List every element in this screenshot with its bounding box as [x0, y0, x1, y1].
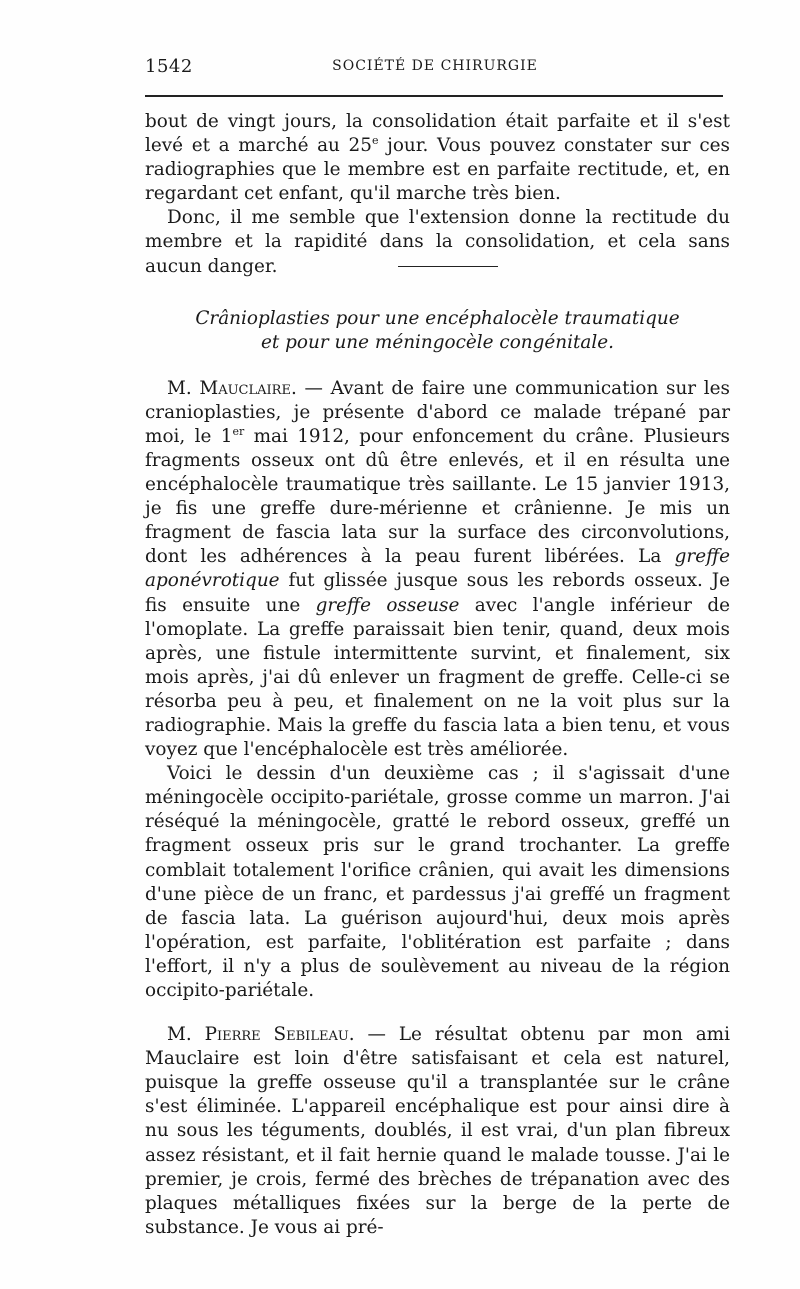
superscript: er	[232, 424, 245, 438]
text-run: fut glissée jusque sous les rebords osseux. Je fis ensuite une	[145, 570, 730, 616]
superscript: e	[371, 133, 379, 147]
paragraph-second-case: Voici le dessin d'un deuxième cas ; il s'agissait d'une méningocèle occipito-pariétale, grosse comme un marron. J'ai réséqué la méningocèle, gratté le rebord osseux, greffé un fragment osseux pris sur le grand trochanter. La greffe comblait totalement l'orifice crânien, qui avait les dimensions d'une pièce de un franc, et pardessus j'ai greffé un fragment de fascia lata. La guérison aujourd'hui, deux mois après l'opération, est parfaite, l'oblitération est parfaite ; dans l'effort, il n'y a plus de soulèvement au niveau de la région occipito-pariétale.	[145, 763, 730, 1001]
text-run: . — Le résultat obtenu par mon ami Mauclaire est loin d'être satisfaisant et cela est naturel, puisque la greffe osseuse qu'il a transplantée sur le crâne s'est éliminée. L'appareil encéphalique est pour ainsi dire à nu sous les téguments, doublés, il est vrai, d'un plan fibreux assez résistant, et il fait hernie quand le malade tousse. J'ai le premier, je crois, fermé des brèches de trépanation avec des plaques métalliques fixées sur la berge de la perte de substance. Je vous ai pré-	[145, 1024, 730, 1238]
text-run: . — Avant de faire une communication sur les cranioplasties, je présente d'abord ce malade trépané par moi, le 1	[145, 377, 730, 447]
text-run: bout de vingt jours, la consolidation était parfaite et il s'est levé et a marché au 25	[145, 111, 730, 157]
section-title-line-1: Crânioplasties pour une encéphalocèle traumatique	[195, 307, 680, 329]
italic-term: greffe osseuse	[315, 594, 460, 616]
body-text	[145, 110, 730, 1240]
spacer	[145, 1003, 730, 1023]
italic-term: greffe aponévrotique	[145, 546, 730, 592]
paragraph-conclusion	[145, 206, 730, 278]
speaker-name: Pierre Sebileau	[204, 1024, 349, 1046]
section-title-line-2: et pour une méningocèle congénitale.	[261, 331, 614, 353]
page-header	[145, 56, 725, 80]
text-run: avec l'angle inférieur de l'omoplate. La greffe paraissait bien tenir, quand, deux mois après, une fistule intermittente survint, et finalement, six mois après, j'ai dû enlever un fragment de greffe. Celle-ci se résorba peu à peu, et finalement on ne la voit plus sur la radiographie. Mais la greffe du fascia lata a bien tenu, et vous voyez que l'encéphalocèle est très améliorée.	[145, 594, 730, 761]
paragraph-continuation	[145, 110, 730, 206]
paragraph-mauclaire	[145, 377, 730, 763]
speaker-prefix: M.	[167, 1024, 205, 1046]
section-title	[145, 307, 730, 355]
text-run: jour. Vous pouvez constater sur ces radiographies que le membre est en parfaite rectitude, et, en regardant cet enfant, qu'il marche très bien.	[145, 135, 730, 205]
running-head: SOCIÉTÉ DE CHIRURGIE	[332, 58, 538, 74]
text-run: Donc, il me semble que l'extension donne la rectitude du membre et la rapidité dans la consolidation, et cela sans aucun danger.	[145, 207, 730, 277]
text-run: mai 1912, pour enfoncement du crâne. Plusieurs fragments osseux ont dû être enlevés, et il en résulta une encéphalocèle traumatique très saillante. Le 15 janvier 1913, je fis une greffe dure-mérienne et crânienne. Je mis un fragment de fascia lata sur la surface des circonvolutions, dont les adhérences à la peau furent libérées. La	[145, 425, 730, 568]
speaker-name: Mauclaire	[199, 377, 291, 399]
page-number: 1542	[145, 56, 193, 77]
section-divider	[398, 266, 498, 267]
paragraph-sebileau	[145, 1023, 730, 1240]
speaker-prefix: M.	[167, 377, 200, 399]
header-rule	[145, 95, 723, 97]
